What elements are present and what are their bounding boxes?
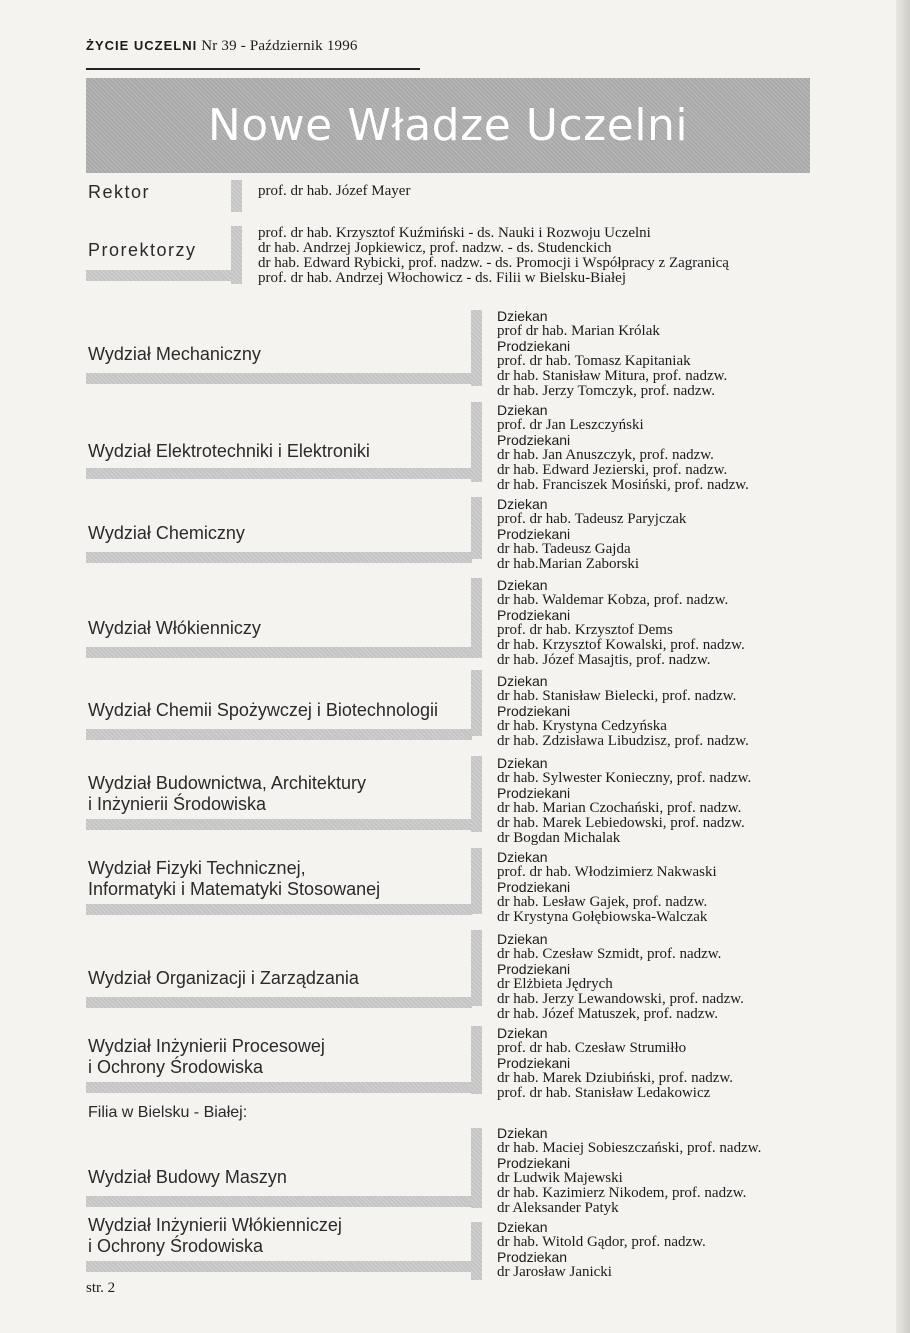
masthead-issue: Nr 39 - Październik 1996 xyxy=(201,38,358,54)
official-name: dr hab. Witold Gądor, prof. nadzw. xyxy=(497,1234,706,1250)
faculty-name-line: Wydział Budowy Maszyn xyxy=(88,1167,287,1187)
official-name: dr Krystyna Gołębiowska-Walczak xyxy=(497,909,708,925)
official-name: prof. dr hab. Czesław Strumiłło xyxy=(497,1040,687,1056)
faculty-rule-7 xyxy=(86,904,472,915)
role-heading: Dziekan xyxy=(497,931,548,947)
official-name: dr Aleksander Patyk xyxy=(497,1200,619,1216)
faculty-bar-9 xyxy=(471,1026,482,1094)
prorector-4: prof. dr hab. Andrzej Włochowicz - ds. Filii w Bielsku-Białej xyxy=(258,270,626,286)
faculty-name-line: Wydział Włókienniczy xyxy=(88,618,261,638)
faculty-name-line: Wydział Mechaniczny xyxy=(88,344,261,364)
faculty-officials-2 xyxy=(497,403,749,493)
role-heading: Prodziekani xyxy=(497,1055,571,1071)
official-name: prof dr hab. Marian Królak xyxy=(497,323,660,339)
faculty-bar-6 xyxy=(471,756,482,832)
official-name: dr hab. Marek Dziubiński, prof. nadzw. xyxy=(497,1070,734,1086)
official-name: dr hab. Jerzy Lewandowski, prof. nadzw. xyxy=(497,991,744,1007)
official-name: dr Elżbieta Jędrych xyxy=(497,976,613,992)
role-heading: Dziekan xyxy=(497,402,548,418)
role-heading: Prodziekan xyxy=(497,1249,568,1265)
faculty-name-line: i Ochrony Środowiska xyxy=(88,1057,264,1077)
branch-label: Filia w Bielsku - Białej: xyxy=(88,1104,248,1121)
faculty-rule-3 xyxy=(86,552,472,563)
prorectors-list xyxy=(258,226,729,286)
faculty-officials-1 xyxy=(497,309,727,399)
official-name: dr hab. Stanisław Mitura, prof. nadzw. xyxy=(497,368,728,384)
role-heading: Dziekan xyxy=(497,849,548,865)
faculty-name-line: Wydział Chemii Spożywczej i Biotechnologii xyxy=(88,700,438,720)
faculty-name-6 xyxy=(88,773,366,815)
page-edge-shadow xyxy=(896,0,910,1333)
faculty-officials-11 xyxy=(497,1220,706,1280)
role-heading: Prodziekani xyxy=(497,879,571,895)
prorector-3: dr hab. Edward Rybicki, prof. nadzw. - ds. Promocji i Współpracy z Zagranicą xyxy=(258,255,729,271)
faculty-rule-2 xyxy=(86,468,472,479)
official-name: prof. dr hab. Stanisław Ledakowicz xyxy=(497,1085,711,1101)
official-name: dr hab. Tadeusz Gajda xyxy=(497,541,631,557)
faculty-bar-3 xyxy=(471,497,482,559)
prorector-2: dr hab. Andrzej Jopkiewicz, prof. nadzw. - ds. Studenckich xyxy=(258,240,612,256)
role-heading: Dziekan xyxy=(497,673,548,689)
faculty-officials-3 xyxy=(497,497,686,572)
role-heading: Prodziekani xyxy=(497,338,571,354)
faculty-bar-2 xyxy=(471,402,482,482)
masthead-rule xyxy=(86,68,420,70)
faculty-bar-11 xyxy=(471,1222,482,1280)
official-name: dr hab. Krzysztof Kowalski, prof. nadzw. xyxy=(497,637,745,653)
rector-name: prof. dr hab. Józef Mayer xyxy=(258,183,411,199)
faculty-name-line: Informatyki i Matematyki Stosowanej xyxy=(88,879,381,899)
faculty-name-line: Wydział Inżynierii Procesowej xyxy=(88,1036,325,1056)
faculty-rule-11 xyxy=(86,1261,472,1272)
faculty-officials-4 xyxy=(497,578,745,668)
official-name: dr hab. Jan Anuszczyk, prof. nadzw. xyxy=(497,447,714,463)
faculty-name-5 xyxy=(88,700,438,721)
faculty-rule-8 xyxy=(86,997,472,1008)
faculty-bar-10 xyxy=(471,1128,482,1208)
role-heading: Prodziekani xyxy=(497,432,571,448)
faculty-name-4 xyxy=(88,618,261,639)
title-banner xyxy=(86,78,810,173)
official-name: prof. dr hab. Tomasz Kapitaniak xyxy=(497,353,691,369)
prorectors-bar xyxy=(231,226,242,284)
faculty-officials-8 xyxy=(497,932,744,1022)
official-name: dr hab. Sylwester Konieczny, prof. nadzw. xyxy=(497,770,752,786)
official-name: prof. dr hab. Krzysztof Dems xyxy=(497,622,673,638)
faculty-name-3 xyxy=(88,523,245,544)
faculty-name-9 xyxy=(88,1036,325,1078)
official-name: dr Jarosław Janicki xyxy=(497,1264,612,1280)
faculty-name-8 xyxy=(88,968,359,989)
faculty-name-2 xyxy=(88,441,370,462)
prorector-1: prof. dr hab. Krzysztof Kuźmiński - ds. Nauki i Rozwoju Uczelni xyxy=(258,225,651,241)
rector-label: Rektor xyxy=(88,182,151,202)
official-name: dr hab. Stanisław Bielecki, prof. nadzw. xyxy=(497,688,737,704)
official-name: dr Ludwik Majewski xyxy=(497,1170,623,1186)
faculty-name-line: Wydział Chemiczny xyxy=(88,523,245,543)
faculty-bar-1 xyxy=(471,310,482,386)
faculty-name-line: Wydział Budownictwa, Architektury xyxy=(88,773,366,793)
page-title: Nowe Władze Uczelni xyxy=(207,100,689,151)
faculty-name-11 xyxy=(88,1215,342,1257)
faculty-bar-4 xyxy=(471,578,482,658)
masthead-logo: ŻYCIE UCZELNI xyxy=(86,38,198,53)
prorectors-rule xyxy=(86,270,242,281)
role-heading: Prodziekani xyxy=(497,1155,571,1171)
faculty-officials-7 xyxy=(497,850,717,925)
official-name: prof. dr Jan Leszczyński xyxy=(497,417,644,433)
role-heading: Dziekan xyxy=(497,1025,548,1041)
official-name: dr hab. Maciej Sobieszczański, prof. nadzw. xyxy=(497,1140,762,1156)
official-name: dr hab. Józef Matuszek, prof. nadzw. xyxy=(497,1006,719,1022)
faculty-rule-6 xyxy=(86,819,472,830)
official-name: dr hab. Józef Masajtis, prof. nadzw. xyxy=(497,652,711,668)
masthead xyxy=(86,38,358,55)
faculty-name-line: Wydział Inżynierii Włókienniczej xyxy=(88,1215,342,1235)
faculty-rule-5 xyxy=(86,729,472,740)
faculty-officials-5 xyxy=(497,674,749,749)
role-heading: Dziekan xyxy=(497,755,548,771)
role-heading: Prodziekani xyxy=(497,703,571,719)
faculty-rule-1 xyxy=(86,373,472,384)
role-heading: Dziekan xyxy=(497,577,548,593)
official-name: prof. dr hab. Tadeusz Paryjczak xyxy=(497,511,687,527)
role-heading: Dziekan xyxy=(497,308,548,324)
faculty-name-10 xyxy=(88,1167,287,1188)
official-name: dr hab. Krystyna Cedzyńska xyxy=(497,718,667,734)
official-name: dr hab. Marian Czochański, prof. nadzw. xyxy=(497,800,742,816)
faculty-bar-7 xyxy=(471,848,482,914)
faculty-name-line: i Ochrony Środowiska xyxy=(88,1236,264,1256)
official-name: dr hab. Jerzy Tomczyk, prof. nadzw. xyxy=(497,383,716,399)
rector-bar xyxy=(231,180,242,212)
official-name: dr hab. Lesław Gajek, prof. nadzw. xyxy=(497,894,708,910)
faculty-bar-5 xyxy=(471,670,482,736)
faculty-name-line: Wydział Elektrotechniki i Elektroniki xyxy=(88,441,370,461)
role-heading: Dziekan xyxy=(497,1125,548,1141)
official-name: prof. dr hab. Włodzimierz Nakwaski xyxy=(497,864,717,880)
official-name: dr Bogdan Michalak xyxy=(497,830,621,846)
official-name: dr hab. Franciszek Mosiński, prof. nadzw. xyxy=(497,477,749,493)
faculty-rule-9 xyxy=(86,1082,472,1093)
official-name: dr hab. Kazimierz Nikodem, prof. nadzw. xyxy=(497,1185,747,1201)
faculty-name-line: i Inżynierii Środowiska xyxy=(88,794,267,814)
role-heading: Prodziekani xyxy=(497,961,571,977)
faculty-name-7 xyxy=(88,858,380,900)
faculty-officials-9 xyxy=(497,1026,733,1101)
faculty-name-1 xyxy=(88,344,261,365)
official-name: dr hab. Czesław Szmidt, prof. nadzw. xyxy=(497,946,722,962)
role-heading: Dziekan xyxy=(497,496,548,512)
official-name: dr hab.Marian Zaborski xyxy=(497,556,640,572)
faculty-rule-10 xyxy=(86,1196,472,1207)
official-name: dr hab. Waldemar Kobza, prof. nadzw. xyxy=(497,592,729,608)
faculty-officials-6 xyxy=(497,756,751,846)
faculty-name-line: Wydział Organizacji i Zarządzania xyxy=(88,968,359,988)
official-name: dr hab. Zdzisława Libudzisz, prof. nadzw. xyxy=(497,733,749,749)
role-heading: Prodziekani xyxy=(497,785,571,801)
faculty-name-line: Wydział Fizyki Technicznej, xyxy=(88,858,306,878)
role-heading: Prodziekani xyxy=(497,526,571,542)
prorectors-label: Prorektorzy xyxy=(88,240,197,260)
role-heading: Dziekan xyxy=(497,1219,548,1235)
official-name: dr hab. Marek Lebiedowski, prof. nadzw. xyxy=(497,815,745,831)
faculty-bar-8 xyxy=(471,930,482,1006)
faculty-rule-4 xyxy=(86,647,472,658)
page-number: str. 2 xyxy=(86,1280,116,1296)
role-heading: Prodziekani xyxy=(497,607,571,623)
faculty-officials-10 xyxy=(497,1126,761,1216)
official-name: dr hab. Edward Jezierski, prof. nadzw. xyxy=(497,462,728,478)
